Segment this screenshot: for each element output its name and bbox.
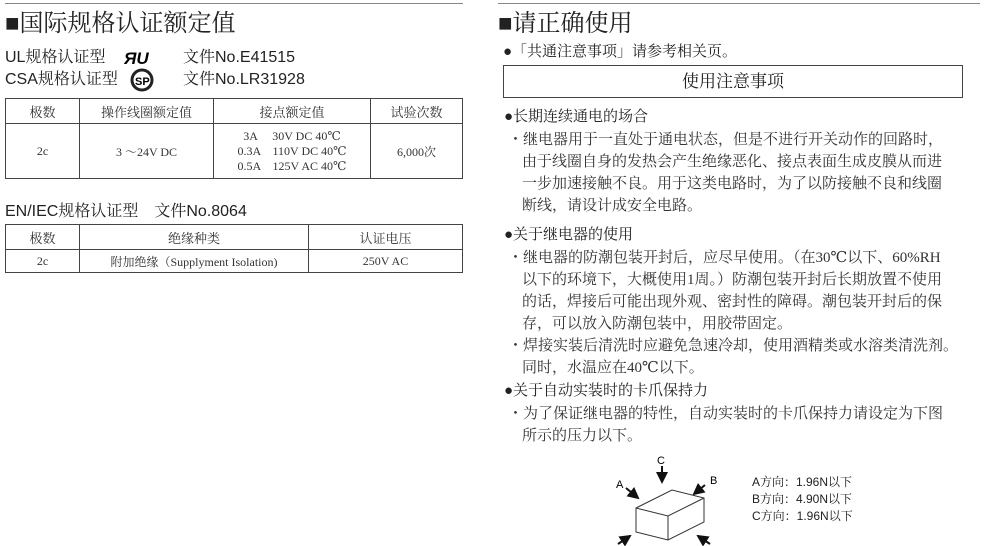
text-line: ・焊接实装后清洗时应避免急速冷却，使用酒精类或水溶类清洗剂。	[508, 338, 959, 354]
arrow-bottom-left-icon	[618, 536, 630, 544]
top-rule-right	[498, 3, 980, 4]
contact-rating: 3A 30V DC 40℃	[243, 128, 341, 143]
csa-logo-icon	[130, 68, 154, 92]
en-iec-table	[5, 224, 463, 273]
cell-coil: 3 ～24V DC	[80, 124, 214, 179]
section-text	[508, 403, 943, 447]
spec-c: C方向：1.96N以下	[752, 509, 853, 523]
cell-cycles: 6,000次	[371, 124, 463, 179]
cell-insulation: 附加绝缘（Supplyment Isolation)	[80, 250, 309, 273]
left-section-title: ■国际规格认证额定值	[5, 10, 236, 37]
csa-label: CSA规格认证型	[5, 71, 118, 88]
label-c: C	[657, 455, 665, 467]
section-heading: ●关于自动实装时的卡爪保持力	[504, 382, 709, 399]
cell-poles: 2c	[6, 250, 80, 273]
ul-csa-rating-table	[5, 98, 463, 179]
relay-body	[636, 490, 704, 540]
cell-poles: 2c	[6, 124, 80, 179]
svg-text:ЯU: ЯU	[124, 49, 149, 68]
svg-text:SP: SP	[135, 76, 150, 88]
text-line: 的话，焊接后可能出现外观、密封性的障碍。潮包装开封后的保	[522, 294, 943, 310]
text-line: ・继电器的防潮包装开封后，应尽早使用。（在30℃以下、60%RH	[508, 250, 941, 266]
en-iec-title: EN/IEC规格认证型 文件No.8064	[5, 203, 247, 220]
section-text	[508, 247, 958, 379]
ul-label: UL规格认证型	[5, 49, 106, 66]
section-heading: ●长期连续通电的场合	[504, 108, 649, 125]
text-line: 一步加速接触不良。用于这类电路时，为了以防接触不良和线圈	[522, 176, 943, 192]
ul-logo-icon	[124, 48, 156, 68]
arrow-b-icon	[694, 485, 705, 494]
top-rule-left	[5, 3, 463, 4]
cell-voltage: 250V AC	[309, 250, 463, 273]
text-line: 所示的压力以下。	[522, 428, 643, 444]
text-line: 存，可以放入防潮包装中，用胶带固定。	[522, 316, 793, 332]
usage-notes-box: 使用注意事项	[503, 65, 963, 98]
spec-b: B方向：4.90N以下	[752, 492, 853, 506]
th-insulation: 绝缘种类	[80, 225, 309, 250]
cell-contacts	[214, 124, 371, 179]
clamp-force-specs	[752, 474, 853, 525]
text-line: 以下的环境下，大概使用1周。）防潮包装开封后长期放置不使用	[522, 272, 943, 288]
spec-a: A方向：1.96N以下	[752, 475, 853, 489]
contact-rating: 0.5A 125V AC 40℃	[237, 158, 347, 173]
right-section-title: ■请正确使用	[498, 10, 633, 37]
relay-clamp-diagram	[610, 452, 720, 546]
label-a: A	[616, 479, 624, 491]
section-heading: ●关于继电器的使用	[504, 226, 634, 243]
csa-file-number: 文件No.LR31928	[183, 71, 305, 88]
common-notes-reference: ●「共通注意事项」请参考相关页。	[503, 43, 738, 60]
th-cycles: 试验次数	[371, 99, 463, 124]
contact-rating: 0.3A 110V DC 40℃	[237, 143, 347, 158]
arrow-bottom-right-icon	[698, 536, 710, 544]
th-coil: 操作线圈额定值	[80, 99, 214, 124]
text-line: 同时，水温应在40℃以下。	[522, 360, 704, 376]
text-line: 断线，请设计成安全电路。	[522, 198, 703, 214]
text-line: ・继电器用于一直处于通电状态，但是不进行开关动作的回路时，	[508, 132, 944, 148]
th-poles: 极数	[6, 99, 80, 124]
arrow-a-icon	[626, 488, 638, 498]
section-text	[508, 129, 943, 217]
th-voltage: 认证电压	[309, 225, 463, 250]
text-line: ・为了保证继电器的特性，自动实装时的卡爪保持力请设定为下图	[508, 406, 944, 422]
text-line: 由于线圈自身的发热会产生绝缘恶化、接点表面生成皮膜从而进	[522, 154, 943, 170]
th-poles: 极数	[6, 225, 80, 250]
th-contacts: 接点额定值	[214, 99, 371, 124]
ul-file-number: 文件No.E41515	[183, 49, 296, 66]
label-b: B	[710, 475, 718, 487]
